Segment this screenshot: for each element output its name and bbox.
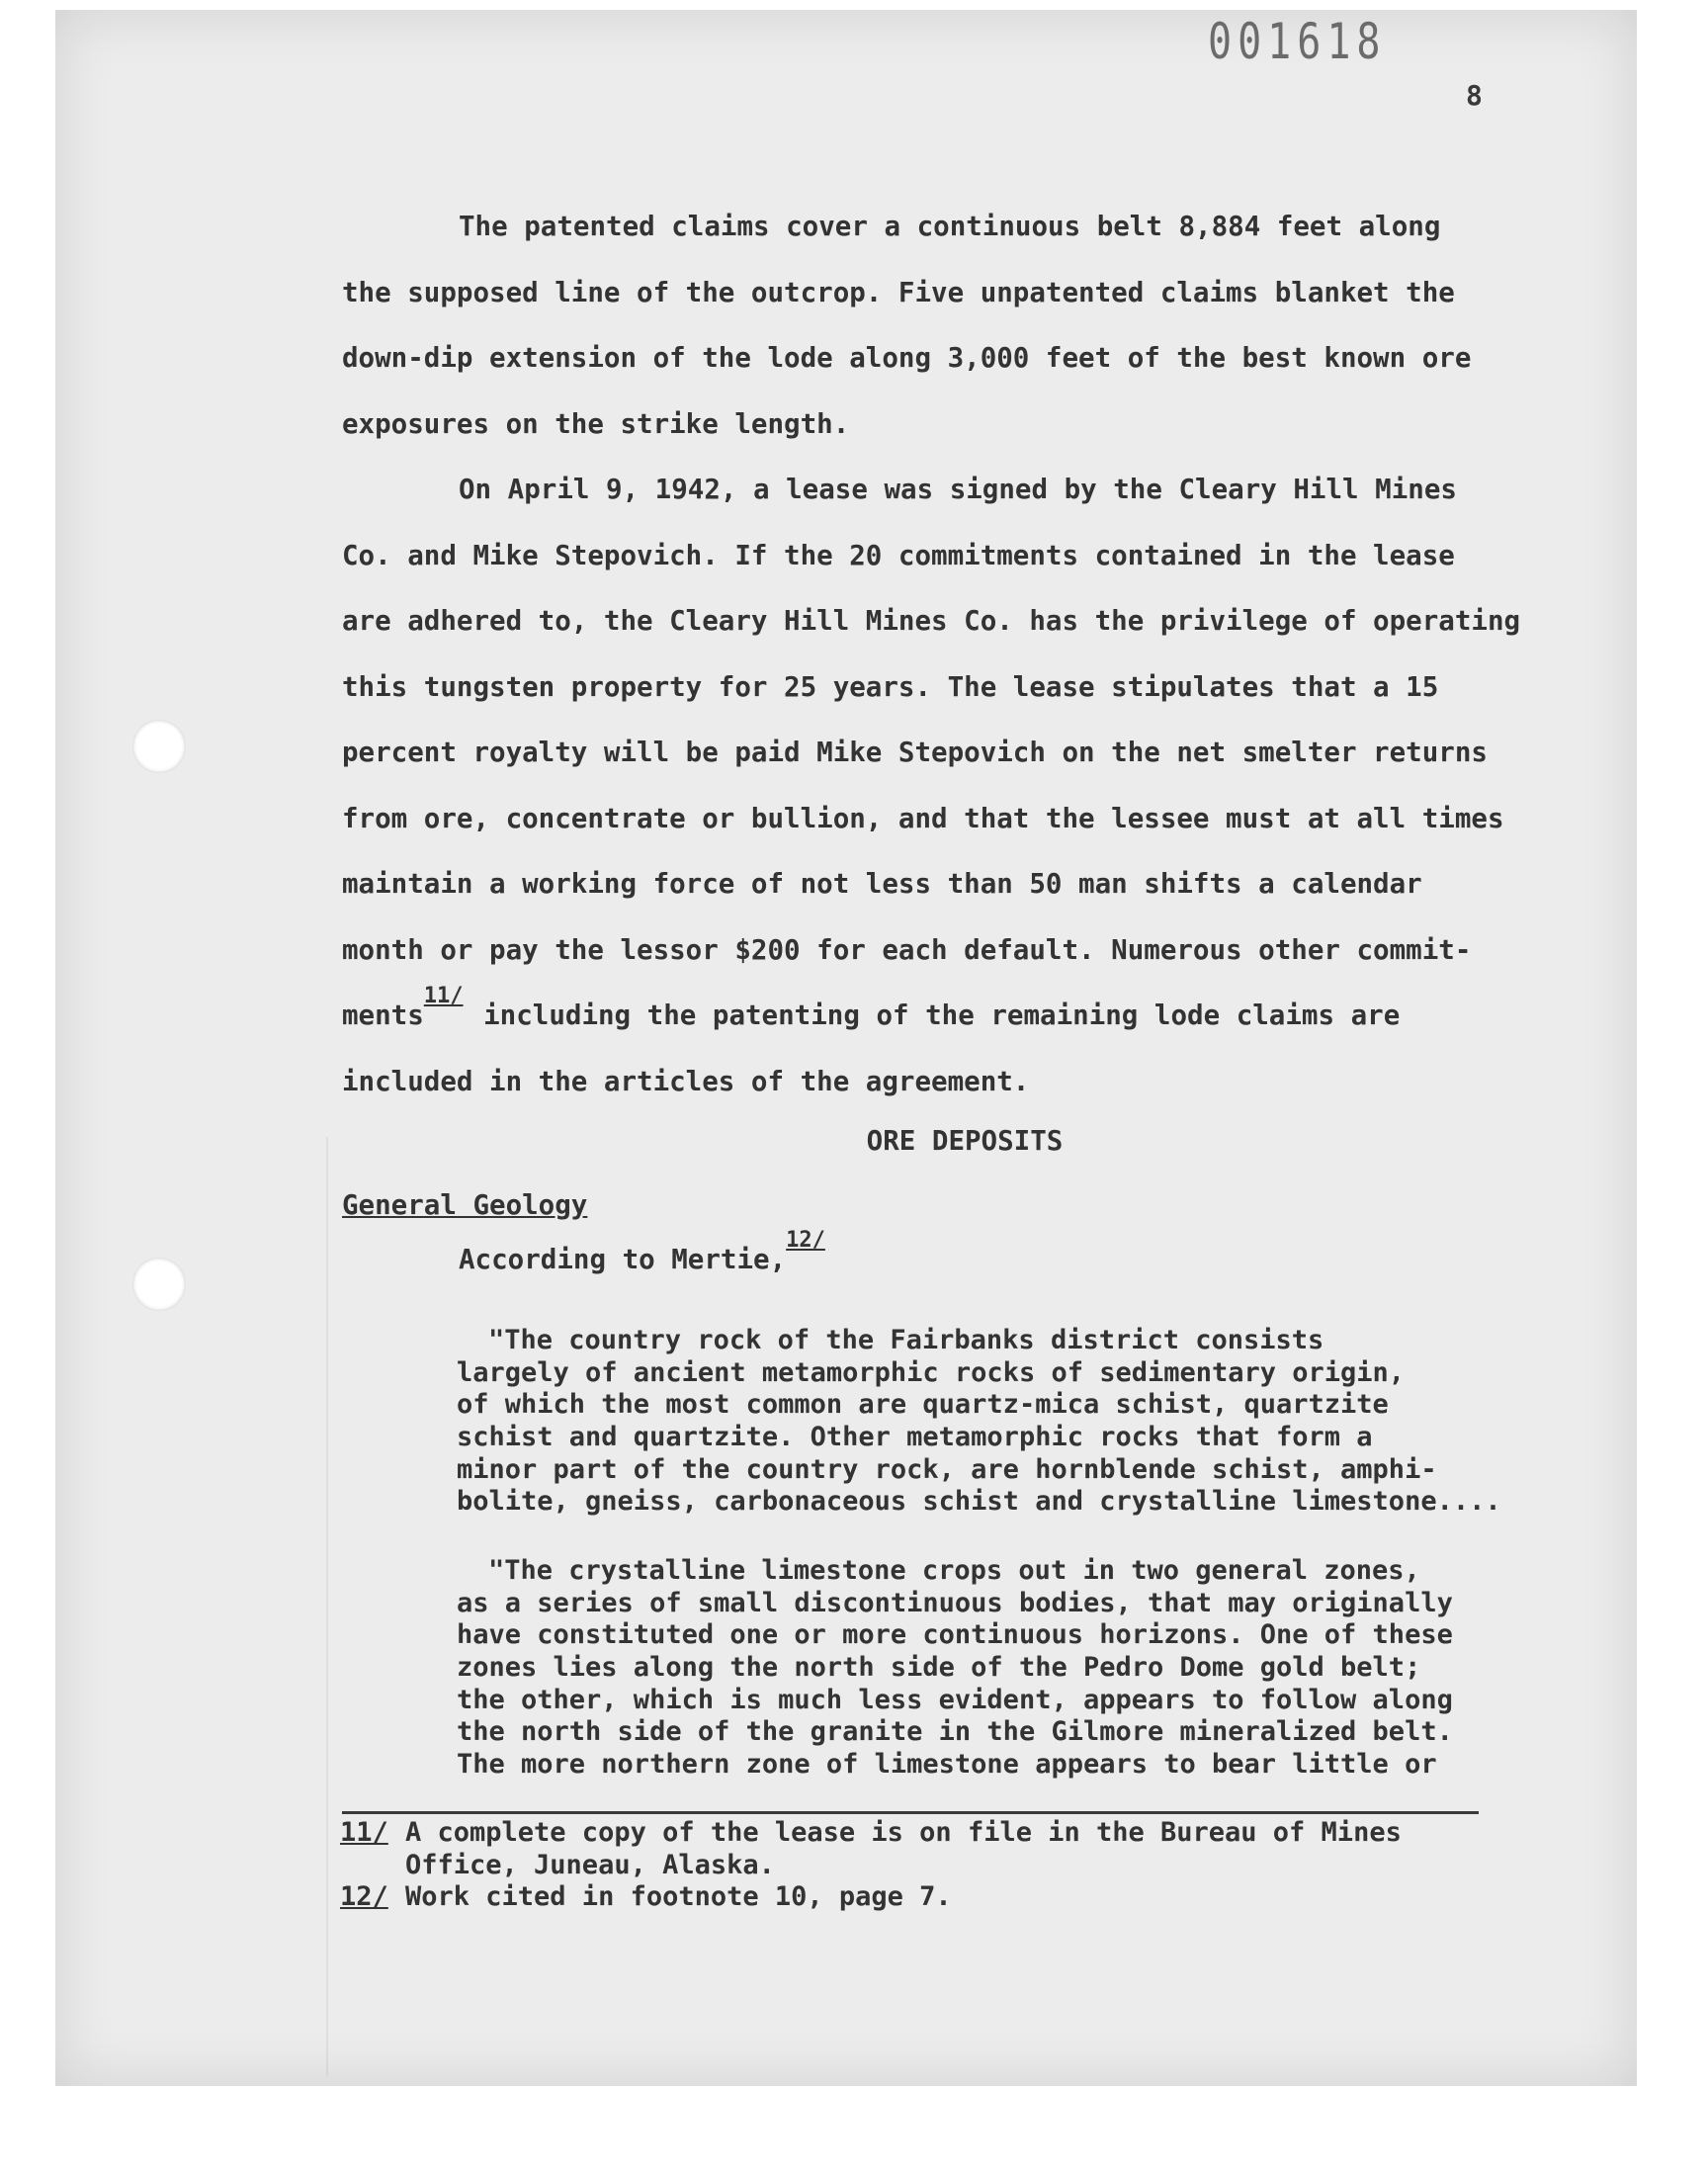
text-line: percent royalty will be paid Mike Stepovich on the net smelter returns xyxy=(342,737,1488,768)
footnote-12 xyxy=(340,1881,1402,1914)
quote-line: "The crystalline limestone crops out in two general zones, xyxy=(488,1555,1420,1586)
quote-line: have constituted one or more continuous horizons. One of these xyxy=(457,1619,1453,1651)
text-line: The patented claims cover a continuous belt 8,884 feet along xyxy=(459,211,1441,242)
quote-line: "The country rock of the Fairbanks district consists xyxy=(488,1325,1324,1355)
quote-line: the other, which is much less evident, appears to follow along xyxy=(457,1684,1453,1715)
quote-line: bolite, gneiss, carbonaceous schist and crystalline limestone.... xyxy=(457,1486,1501,1518)
text-line: down-dip extension of the lode along 3,000 feet of the best known ore xyxy=(342,342,1472,374)
footnote-text: A complete copy of the lease is on file in the Bureau of Mines xyxy=(405,1817,1402,1848)
footnote-mark: 11/ xyxy=(340,1817,388,1848)
text-line: included in the articles of the agreement. xyxy=(342,1065,1030,1097)
quote-block-limestone xyxy=(457,1555,1603,1782)
text-line: maintain a working force of not less than 50 man shifts a calendar xyxy=(342,868,1422,900)
quote-line: as a series of small discontinuous bodies, that may originally xyxy=(457,1587,1453,1618)
paper-crease xyxy=(326,1137,328,2076)
quote-line: of which the most common are quartz-mica schist, quartzite xyxy=(457,1389,1389,1421)
quote-line: zones lies along the north side of the Pedro Dome gold belt; xyxy=(457,1652,1421,1684)
punch-hole-top xyxy=(132,720,186,773)
paragraph-claims xyxy=(342,194,1587,457)
text-line: month or pay the lessor $200 for each default. Numerous other commit- xyxy=(342,933,1472,966)
quote-line: the north side of the granite in the Gilmore mineralized belt. xyxy=(457,1716,1453,1748)
footnote-11 xyxy=(340,1817,1402,1850)
quote-line: largely of ancient metamorphic rocks of sedimentary origin, xyxy=(457,1356,1406,1388)
text-line: the supposed line of the outcrop. Five unpatented claims blanket the xyxy=(342,276,1455,308)
quote-line: minor part of the country rock, are hornblende schist, amphi- xyxy=(457,1453,1437,1485)
text-line: from ore, concentrate or bullion, and that the lessee must at all times xyxy=(342,802,1504,834)
footnote-ref-11: 11/ xyxy=(423,984,464,1008)
archive-stamp-number: 001618 xyxy=(1208,14,1387,71)
quote-line: The more northern zone of limestone appears to bear little or xyxy=(457,1749,1437,1781)
quote-intro-text: According to Mertie, xyxy=(459,1244,787,1275)
footnote-mark: 12/ xyxy=(340,1881,388,1913)
text-line: exposures on the strike length. xyxy=(342,407,850,440)
text-fragment: ments xyxy=(342,1000,424,1031)
text-fragment: including the patenting of the remaining lode claims are xyxy=(467,1000,1401,1031)
punch-hole-bottom xyxy=(132,1258,186,1311)
footnote-11-continued: Office, Juneau, Alaska. xyxy=(405,1849,775,1880)
text-line: Co. and Mike Stepovich. If the 20 commitments contained in the lease xyxy=(342,539,1455,571)
text-line-with-footnote xyxy=(342,983,1587,1049)
text-line: this tungsten property for 25 years. The lease stipulates that a 15 xyxy=(342,670,1439,703)
subsection-heading: General Geology xyxy=(342,1189,588,1221)
text-line: are adhered to, the Cleary Hill Mines Co. has the privilege of operating xyxy=(342,605,1521,637)
footnote-ref-12: 12/ xyxy=(786,1228,825,1253)
footnotes xyxy=(340,1817,1402,1914)
quote-block-country-rock xyxy=(457,1325,1603,1519)
page-number: 8 xyxy=(1466,79,1483,112)
section-heading: ORE DEPOSITS xyxy=(866,1125,1064,1157)
quote-line: schist and quartzite. Other metamorphic rocks that form a xyxy=(457,1422,1373,1453)
quote-intro xyxy=(459,1228,829,1275)
text-line: On April 9, 1942, a lease was signed by the Cleary Hill Mines xyxy=(459,474,1457,505)
footnote-divider xyxy=(342,1811,1479,1814)
paragraph-lease xyxy=(342,457,1587,1114)
footnote-text: Work cited in footnote 10, page 7. xyxy=(405,1881,952,1913)
